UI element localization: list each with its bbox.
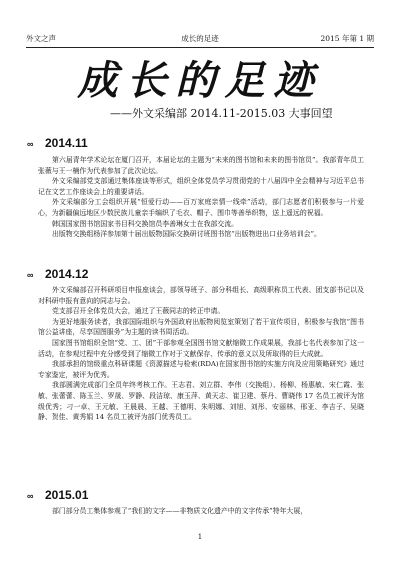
link-icon: ∞ xyxy=(27,139,34,149)
paragraph: 党支部召开全体党员大会，通过了王薇同志的转正申请。 xyxy=(52,307,225,316)
paragraph: 韩国国家图书馆国家书目科交换馆员李善琳女士在我部交流。 xyxy=(52,219,239,228)
paragraph: 我部圆满完成部门全员年终考核工作。王志君、刘立群、李伟（交换组）、杨柳、杨惠敏、宋仁霞、张敏、张蕾蕾、陈玉兰、罗晟、罗静、段洁琼、康玉萍、黄天志、崔卫建、蔡丹、曹晓伟 17 名员工被评为馆级优秀；刁一卓、王元敏、王晨晨、王越、王德明、朱明娜、刘旭、刘彤、安丽林、邢亚、李吉子、吴晓静、贺佳、黄秀娟 14 名员工被评为部门优秀员工。 xyxy=(38,381,364,422)
paragraph: 出版物交换组杨洋参加第十届出版物国际交换研讨班图书馆“出版物进出口业务培训会”。 xyxy=(52,230,321,239)
paragraph: 外文采编部党支部通过集体座谈等形式，组织全体党员学习贯彻党的十八届四中全会精神与习近平总书记在文艺工作座谈会上的重要讲话。 xyxy=(38,177,364,196)
link-icon: ∞ xyxy=(27,270,34,280)
header-journal-name: 外文之声 xyxy=(26,34,56,43)
section-heading-2014-11: ∞ 2014.11 xyxy=(27,136,88,150)
section-body-2014-11 xyxy=(38,155,364,240)
paragraph: 国家图书馆组织全馆“党、工、团”干部参观全国图书馆文献缩微工作成果展，我部七名代表参加了这一活动，在参观过程中充分感受到了缩微工作对于文献保存、传承的意义以及所取得的巨大成就。 xyxy=(38,338,364,358)
section-body-2014-12 xyxy=(38,285,364,423)
link-icon: ∞ xyxy=(27,491,34,501)
page-number: 1 xyxy=(197,533,203,541)
section-heading-2014-12: ∞ 2014.12 xyxy=(27,267,89,281)
page-subtitle: ——外文采编部 2014.11-2015.03 大事回望 xyxy=(110,107,333,120)
section-heading-2015-01: ∞ 2015.01 xyxy=(27,488,89,502)
paragraph: 外文采编部分工会组织开展“恒爱行动——百万家庭亲情一线牵”活动，部门志愿者们积极参与一片爱心，为新疆偏远地区少数民族儿童亲手编织了毛衣、帽子、围巾等善举织物，送上遥远的祝福。 xyxy=(38,198,364,217)
paragraph: 部门部分员工集体参观了“我们的文字——非物质文化遗产中的文字传承”特年大展， xyxy=(52,507,308,515)
header-article-title: 成长的足迹 xyxy=(181,34,219,43)
paragraph: 外文采编部召开科研项目申报座谈会，部领导班子、部分科组长、高级职称员工代表、团支部书记以及对科研申报有意向的同志与会。 xyxy=(38,286,364,305)
page-title: 成长的足迹 xyxy=(77,58,323,104)
paragraph: 第六届青年学术论坛在厦门召开，本届论坛的主题为“未来的图书馆和未来的图书馆员”。我部青年员工张薇与王一楠作为代表参加了此次论坛。 xyxy=(38,156,364,175)
paragraph: 我部承担的馆级重点科研课题《资源描述与检索(RDA)在国家图书馆的实施方向及应用策略研究》通过专家鉴定，被评为优秀。 xyxy=(38,360,364,379)
running-header xyxy=(26,33,374,45)
header-divider xyxy=(26,47,374,48)
paragraph: 为更好地服务读者，我部国际组织与外国政府出版物阅览室策划了若干宣传项目，积极参与我馆“图书馆公益讲座，尽享国图服务”为主题的读书周活动。 xyxy=(38,317,364,337)
section-body-2015-01 xyxy=(38,506,364,517)
header-issue: 2015 年第 1 期 xyxy=(320,34,374,43)
